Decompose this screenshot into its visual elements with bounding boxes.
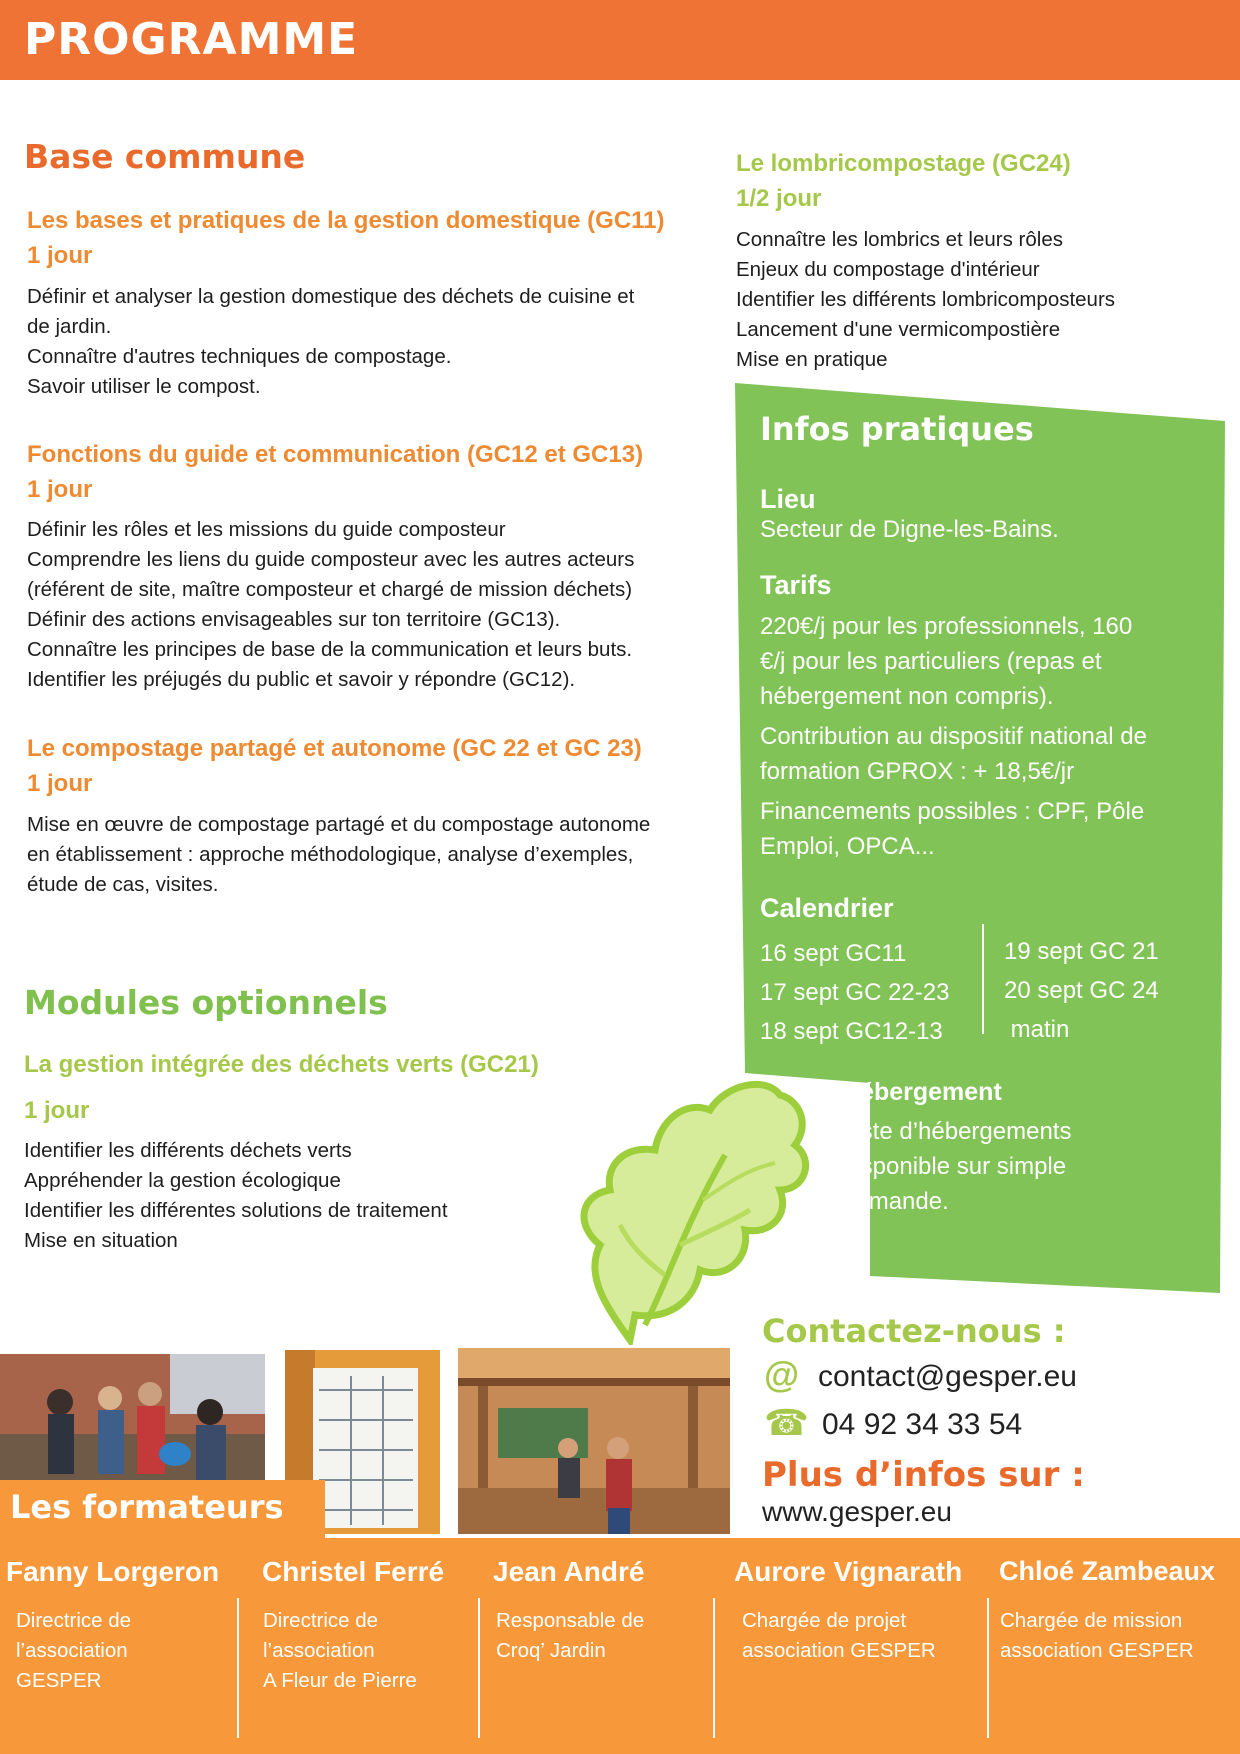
tarifs-value: 220€/j pour les professionnels, 160 €/j pour les particuliers (repas et hébergement non compris). [760,613,1133,710]
lieu-value: Secteur de Digne-les-Bains. [760,516,1059,543]
module-title-gc21: La gestion intégrée des déchets verts (GC21) [24,1051,539,1078]
module-title-gc22: Le compostage partagé et autonome (GC 22 et GC 23) [27,735,642,762]
hebergement-label: Hébergement [842,1078,1002,1106]
module-title-gc24: Le lombricompostage (GC24) [736,150,1071,177]
module-text-gc11: Définir et analyser la gestion domestique des déchets de cuisine et de jardin. Connaître d'autres techniques de compostage. Savoir utiliser le compost. [27,285,635,398]
email-icon: @ [764,1354,800,1395]
financement-value: Financements possibles : CPF, Pôle Emploi, OPCA... [760,798,1145,860]
trainer-name-3: Jean André [493,1556,645,1587]
calendrier-label: Calendrier [760,893,894,923]
phone-icon: ☎ [764,1402,809,1443]
leaf-logo [575,1075,825,1345]
calendrier-divider [982,924,984,1034]
trainer-name-5: Chloé Zambeaux [999,1556,1216,1586]
trainer-role-4: Chargée de projet association GESPER [742,1609,936,1662]
more-info-title: Plus d’infos sur : [762,1455,1085,1495]
tarifs-label: Tarifs [760,570,832,600]
hebergement-value: Liste d’hébergements disponible sur simple demande. [842,1118,1072,1215]
trainer-role-3: Responsable de Croq’ Jardin [496,1609,645,1662]
module-text-gc24: Connaître les lombrics et leurs rôles Enjeux du compostage d'intérieur Identifier les différents lombricomposteurs Lancement d'une vermicompostière Mise en pratique [736,228,1116,371]
infos-title: Infos pratiques [760,410,1034,448]
page-title: PROGRAMME [24,14,359,65]
trainer-role-5: Chargée de mission association GESPER [1000,1609,1194,1662]
trainer-name-2: Christel Ferré [262,1556,445,1587]
website-link[interactable]: www.gesper.eu [762,1496,952,1527]
module-duration-gc24: 1/2 jour [736,185,822,212]
photo-workshop [458,1348,730,1534]
contact-email[interactable]: contact@gesper.eu [818,1360,1077,1393]
trainer-name-4: Aurore Vignarath [734,1556,963,1587]
module-title-gc12: Fonctions du guide et communication (GC12 et GC13) [27,441,644,468]
lieu-label: Lieu [760,484,816,514]
contribution-value: Contribution au dispositif national de formation GPROX : + 18,5€/jr [760,723,1147,785]
trainer-role-1: Directrice de l’association GESPER [16,1609,132,1692]
contact-title: Contactez-nous : [762,1312,1066,1350]
trainer-divider [478,1598,480,1738]
module-text-gc21: Identifier les différents déchets verts Appréhender la gestion écologique Identifier les différentes solutions de traitement Mise en situation [24,1139,448,1252]
module-text-gc12: Définir les rôles et les missions du guide composteur Comprendre les liens du guide composteur avec les autres acteurs (référent de site, maître composteur et chargé de mission déchets) Définir des actions envisageables sur ton territoire (GC13). Connaître les principes de base de la communication et leurs buts. Identifier les préjugés du public et savoir y répondre (GC12). [27,518,635,691]
module-text-gc22: Mise en œuvre de compostage partagé et du compostage autonome en établissement : approche méthodologique, analyse d’exemples, étude de cas, visites. [27,813,651,896]
calendrier-left: 16 sept GC11 17 sept GC 22-23 18 sept GC12-13 [760,940,950,1045]
module-title-gc11: Les bases et pratiques de la gestion domestique (GC11) [27,207,665,234]
module-duration-gc11: 1 jour [27,242,93,269]
base-section-title: Base commune [24,137,306,176]
module-duration-gc21: 1 jour [24,1097,90,1124]
trainer-divider [987,1598,989,1738]
optional-section-title: Modules optionnels [24,983,388,1022]
trainers-title: Les formateurs [10,1488,284,1526]
trainer-divider [713,1598,715,1738]
module-duration-gc22: 1 jour [27,770,93,797]
trainer-name-1: Fanny Lorgeron [6,1556,220,1587]
photo-group-outdoor [0,1354,265,1484]
trainer-divider [237,1598,239,1738]
module-duration-gc12: 1 jour [27,476,93,503]
trainer-role-2: Directrice de l’association A Fleur de Pierre [263,1609,417,1692]
contact-phone[interactable]: 04 92 34 33 54 [822,1408,1023,1441]
calendrier-right: 19 sept GC 21 20 sept GC 24 matin [1004,938,1159,1043]
